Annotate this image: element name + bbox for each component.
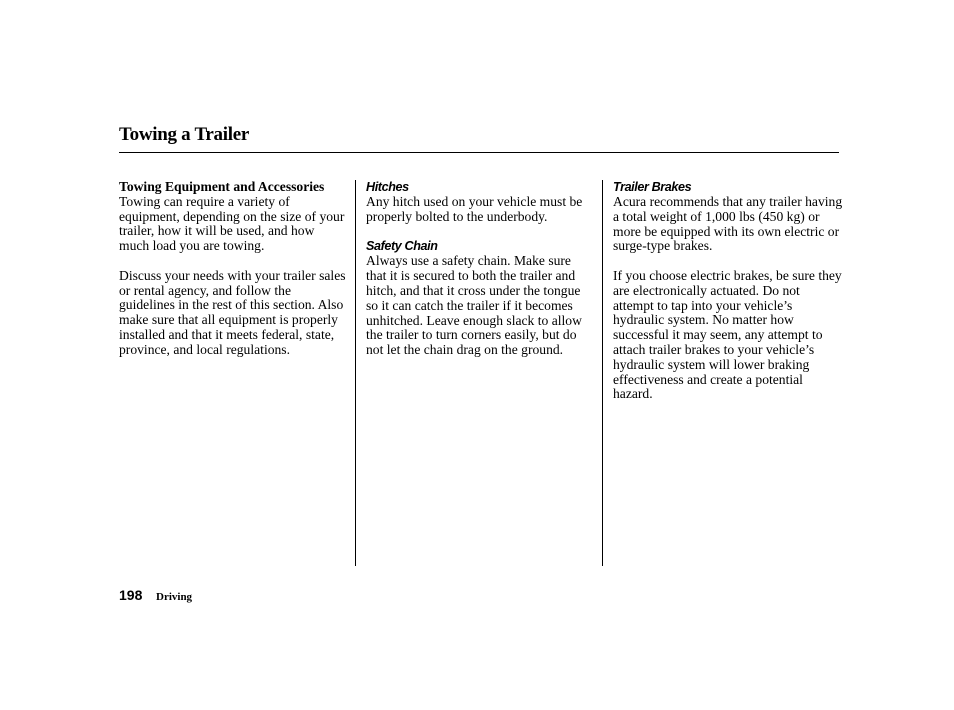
section-name: Driving [156,591,193,603]
equipment-paragraph-2: Discuss your needs with your trailer sales or rental agency, and follow the guidelines in the rest of this section. Also make sure that all equipment is properly installed and that it meets federal, state, province, and local regulations. [119,267,346,357]
safety-chain-paragraph: Always use a safety chain. Make sure that it is secured to both the trailer and hitch, and that it cross under the tongue so it can catch the trailer if it becomes unhitched. Leave enough slack to allow the trailer to turn corners easily, but do not let the chain drag on the ground. [366,253,582,358]
equipment-paragraph-1: Towing can require a variety of equipment, depending on the size of your trailer, how it will be used, and how much load you are towing. [119,193,345,254]
trailer-brakes-heading: Trailer Brakes [613,180,692,194]
column-trailer-brakes [613,180,843,402]
hitches-heading: Hitches [366,180,409,194]
column-hitches [366,180,592,358]
title-divider [119,152,839,153]
column-divider-1 [355,180,356,566]
column-equipment [119,180,347,358]
page-title: Towing a Trailer [119,124,249,145]
hitches-paragraph: Any hitch used on your vehicle must be properly bolted to the underbody. [366,194,583,224]
trailer-brakes-paragraph-1: Acura recommends that any trailer having a total weight of 1,000 lbs (450 kg) or more be equipped with its own electric or surge-type brakes. [613,194,843,254]
equipment-heading: Towing Equipment and Accessories [119,179,325,194]
page-number: 198 [119,587,143,603]
column-divider-2 [602,180,603,566]
trailer-brakes-paragraph-2: If you choose electric brakes, be sure they are electronically actuated. Do not attempt to tap into your vehicle’s hydraulic system. No matter how successful it may seem, any attempt to attach trailer brakes to your vehicle’s hydraulic system will lower braking effectiveness and create a potential hazard. [613,267,842,402]
safety-chain-heading: Safety Chain [366,239,438,254]
